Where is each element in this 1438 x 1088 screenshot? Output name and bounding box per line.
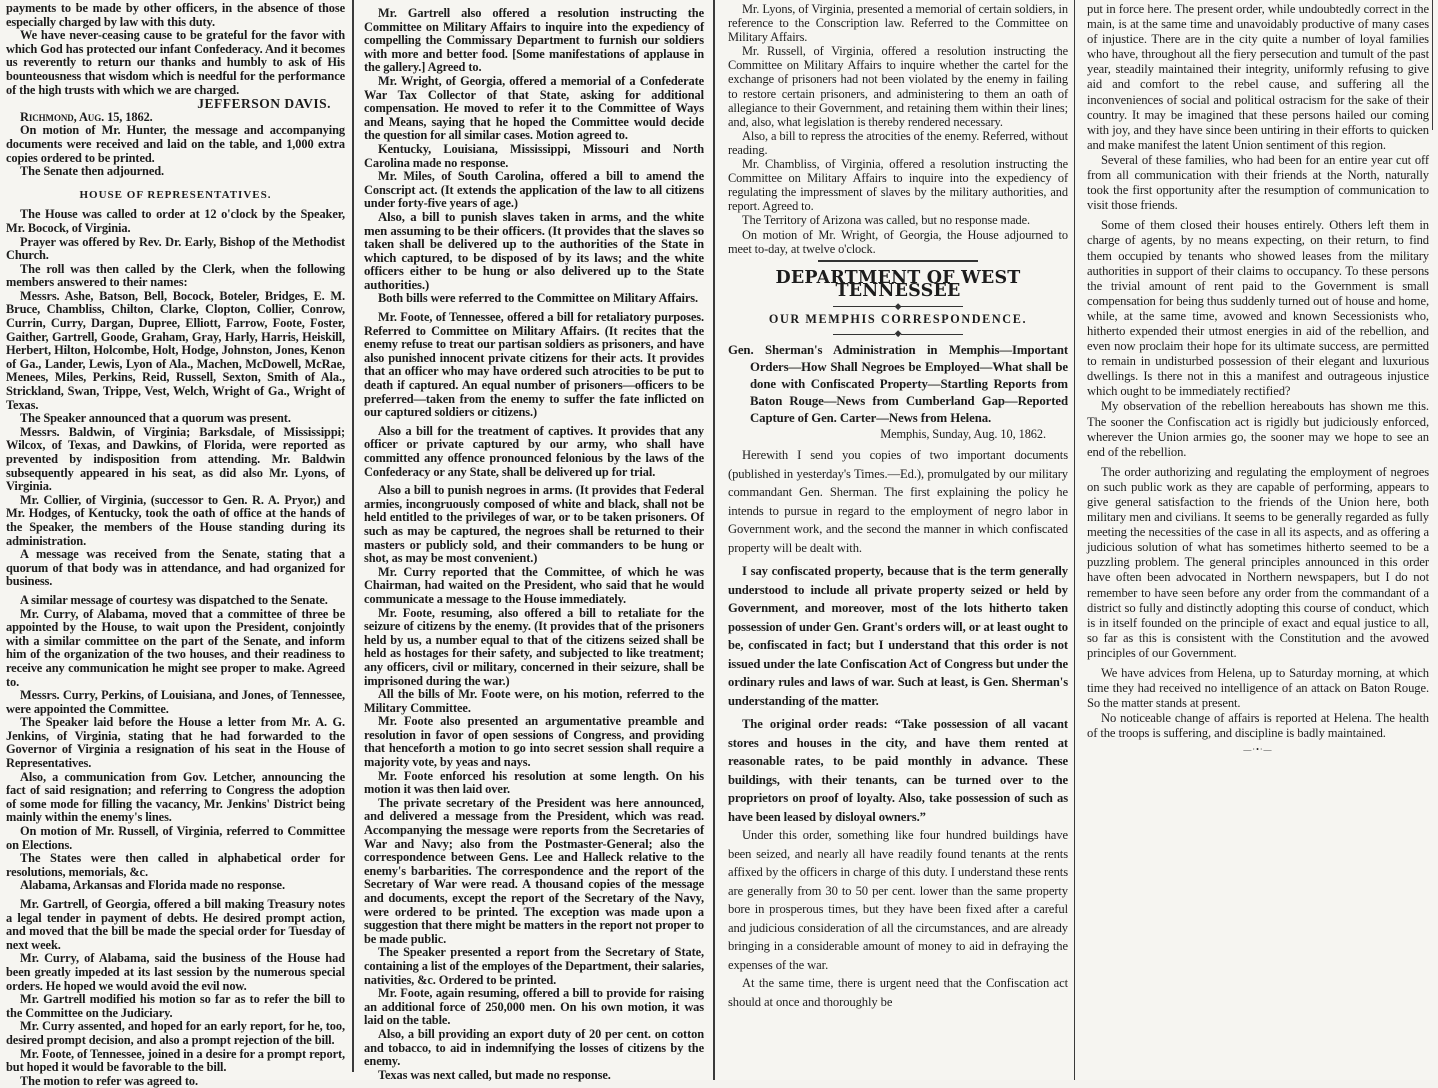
paragraph: On motion of Mr. Russell, of Virginia, referred to Committee on Elections. [6, 824, 345, 852]
paragraph: The States were then called in alphabetical order for resolutions, memorials, &c. [6, 851, 345, 879]
paragraph: Both bills were referred to the Committee on Military Affairs. [378, 291, 699, 306]
column-3 [728, 2, 1068, 1078]
paragraph: Some of them closed their houses entirely. Others left them in charge of agents, by no means expecting, on their return, to find them occupied by tenants who showed leases from the military authorities in support of their claims to occupancy. To these persons the trivial amount of rent paid to the Government is small compensation for being thus suddenly turned out of house and home, while, at the same time, avowed and known Secessionists who, hitherto expended their utmost energies in aid of the rebellion, and even now proclaim their hope for its ultimate success, are permitted to remain in undisturbed possession of their elegant and luxurious dwellings. Is there not in this a manifest and outrageous injustice which ought to be immediately rectified? [1087, 218, 1429, 399]
paragraph: Mr. Curry, of Alabama, said the business of the House had been greatly impeded at its last session by the numerous special orders. He hoped we would avoid the evil now. [6, 951, 345, 993]
paragraph: Mr. Gartrell modified his motion so far as to refer the bill to the Committee on the Judiciary. [6, 992, 345, 1020]
paragraph: Mr. Gartrell, of Georgia, offered a bill making Treasury notes a legal tender in payment of debts. He desired prompt action, and moved that the bill be made the special order for Tuesday of next week. [6, 897, 345, 952]
column-rule [1432, 0, 1433, 130]
paragraph: All the bills of Mr. Foote were, on his motion, referred to the Military Committee. [364, 687, 704, 715]
paragraph: Mr. Collier, of Virginia, (successor to Gen. R. A. Pryor,) and Mr. Hodges, of Kentucky, took the oath of office at the hands of the Speaker, the members of the House standing during its administration. [6, 492, 345, 548]
paragraph: put in force here. The present order, while undoubtedly correct in the main, is at the same time and unavoidably productive of many cases of injustice. There are in the city quite a number of loyal families who have, throughout all the fiery persecution and tumult of the past year, steadily maintained their integrity, uniformly refusing to give aid and comfort to the rebel cause, and suffering all the inconveniences of social and political ostracism for the sake of their country. It may be imagined that these persons hailed our coming with joy, and they have since been untiring in their efforts to quicken and make manifest the latent Union sentiment of this region. [1087, 2, 1429, 152]
article-divider [818, 260, 978, 262]
paragraph: The Senate then adjourned. [20, 164, 165, 179]
paragraph: The private secretary of the President was here announced, and delivered a message from the President, which was read. Accompanying the message were reports from the Secretaries of War and Navy; also from the Postmaster-General; also the correspondence between Gens. Lee and Halleck relative to the enemy's barbarities. The correspondence and the report of the Secretary of War were read. A thousand copies of the message and documents, except the report of the Secretary of the Navy, were ordered to be printed. The exception was made upon a suggestion that there might be matters in the report not proper to be made public. [364, 795, 704, 946]
ornament-divider: ◆ [728, 301, 1068, 311]
paragraph: Mr. Foote also presented an argumentative preamble and resolution in favor of open sessions of Congress, and providing that henceforth a motion to go into secret session shall require a majority vote, by yeas and nays. [364, 714, 704, 770]
article-title: DEPARTMENT OF WEST TENNESSEE [775, 267, 1021, 302]
article-body [728, 446, 1068, 1011]
paragraph: The original order reads: “Take possession of all vacant stores and houses in the city, and have them rented at reasonable rates, to be paid monthly in advance. These buildings, with their tenants, can be turned over to the proprietors on proof of loyalty. Also, take possession of such as have been leased by disloyal owners.” [728, 717, 1068, 824]
paragraph: We have never-ceasing cause to be grateful for the favor with which God has protected our infant Confederacy. And it becomes us reverently to return our thanks and humbly to ask of His bounteousness that wisdom which is needful for the performance of the high trusts with which we are charged. [6, 28, 345, 97]
paragraph: Mr. Curry reported that the Committee, of which he was Chairman, had waited on the President, who said that he would communicate a message to the House immediately. [364, 564, 704, 606]
paragraph: Mr. Foote, again resuming, offered a bill to provide for raising an additional force of 250,000 men. On his own motion, it was laid on the table. [364, 986, 704, 1028]
paragraph: At the same time, there is urgent need that the Confiscation act should at once and thoroughly be [728, 976, 1068, 1009]
paragraph: Mr. Wright, of Georgia, offered a memorial of a Confederate War Tax Collector of that State, asking for additional compensation. He moved to refer it to the Committee of Ways and Means, saying that he hoped the Committee would decide the question for all similar cases. Motion agreed to. [364, 73, 704, 143]
end-ornament: —·•·— [1243, 744, 1273, 754]
paragraph: The House was called to order at 12 o'clock by the Speaker, Mr. Bocock, of Virginia. [6, 207, 345, 235]
paragraph: Mr. Foote, resuming, also offered a bill to retaliate for the seizure of citizens by the enemy. (It provides that of the prisoners held by us, a number equal to that of the citizens seized shall be held as hostages for their safety, and subjected to like treatment; any officers, civil or military, concerned in their seizure, shall be imprisoned during the war.) [364, 605, 704, 688]
paragraph: Mr. Curry assented, and hoped for an early report, for he, too, desired prompt decision, and also a prompt rejection of the bill. [6, 1019, 345, 1047]
paragraph: The motion to refer was agreed to. [20, 1073, 198, 1088]
paragraph: On motion of Mr. Wright, of Georgia, the House adjourned to meet to-day, at twelve o'clock. [728, 227, 1068, 256]
paragraph: Mr. Gartrell also offered a resolution instructing the Committee on Military Affairs to inquire into the expediency of compelling the Commissary Department to furnish our soldiers with more and better food. [Some manifestations of applause in the gallery.] Agreed to. [364, 6, 704, 75]
paragraph: Also, a bill to repress the atrocities of the enemy. Referred, without reading. [728, 128, 1068, 157]
column-rule [352, 0, 354, 1072]
paragraph: Several of these families, who had been for an entire year cut off from all communication with their friends at the North, naturally took the first opportunity after the resumption of communication to visit those friends. [1087, 152, 1429, 213]
paragraph: Under this order, something like four hundred buildings have been seized, and nearly all have readily found tenants at the rents affixed by the officers in charge of this duty. I understand these rents are generally from 30 to 50 per cent. lower than the same property bore in prosperous times, but they have been fixed after a careful and judicious consideration of all the circumstances, and are already bringing in a considerable amount of money to aid in defraying the expenses of the war. [728, 828, 1068, 972]
paragraph: Mr. Miles, of South Carolina, offered a bill to amend the Conscript act. (It extends the application of the law to all citizens under forty-five years of age.) [364, 169, 704, 211]
paragraph: Mr. Curry, of Alabama, moved that a committee of three be appointed by the House, to wait upon the President, conjointly with a similar committee on the part of the Senate, and inform him of the organization of the two houses, and their readiness to receive any communication he might see proper to make. Agreed to. [6, 606, 345, 689]
dateline: Richmond, Aug. 15, 1862. [20, 109, 153, 124]
paragraph: No noticeable change of affairs is reported at Helena. The health of the troops is suffering, and discipline is badly maintained. [1087, 711, 1429, 741]
paragraph: The roll was then called by the Clerk, when the following members answered to their names: [6, 261, 345, 290]
paragraph: Messrs. Ashe, Batson, Bell, Bocock, Boteler, Bridges, E. M. Bruce, Chambliss, Chilton, Clarke, Clopton, Collier, Conrow, Currin, Curry, Dargan, Dupree, Elliott, Farrow, Foote, Foster, Gaither, Gartrell, Goode, Graham, Gray, Harly, Harris, Heiskill, Herbert, Hilton, Holcombe, Holt, Hodge, Johnston, Jones, Kenon of Ga., Lander, Lewis, Lyon of Ala., Machen, McDowell, McRae, Menees, Miles, Perkins, Reid, Russell, Sexton, Smith of Ala., Strickland, Swan, Trippe, Vest, Welch, Wright of Ga., Wright of Texas. [6, 288, 345, 412]
paragraph: Also a bill for the treatment of captives. It provides that any officer or private captured by our army, who shall have committed any offence pronounced felonious by the laws of the Confederacy or any State, shall be delivered up for trial. [364, 423, 704, 479]
paragraph: A similar message of courtesy was dispatched to the Senate. [20, 592, 328, 607]
article-subtitle: OUR MEMPHIS CORRESPONDENCE. [768, 311, 1028, 326]
paragraph: Mr. Foote, of Tennessee, offered a bill for retaliatory purposes. Referred to Committee on Military Affairs. (It recites that the enemy refuse to treat our partisan soldiers as prisoners, and have also punished innocent private citizens for their acts. It provides that an officer who may have ordered such atrocities to be put to death if captured. An equal number of prisoners—officers to be preferred—taken from the enemy to suffer the fate inflicted on our captured soldiers or citizens.) [364, 310, 704, 420]
paragraph: Herewith I send you copies of two important documents (published in yesterday's Times.—Ed.), promulgated by our military commandant Gen. Sherman. The first explaining the policy he intends to pursue in regard to the employment of negro labor in Government work, and the second the manner in which confiscated property will be dealt with. [728, 448, 1068, 555]
paragraph: Also, a communication from Gov. Letcher, announcing the fact of said resignation; and referring to Congress the adoption of some mode for filling the vacancy, Mr. Jenkins' District being mainly within the enemy's lines. [6, 769, 345, 825]
paragraph: My observation of the rebellion hereabouts has shown me this. The sooner the Confiscation act is rigidly but judiciously enforced, wherever the Union armies go, the sooner may we hope to see an end of the rebellion. [1087, 399, 1429, 459]
house-proceedings [6, 208, 345, 1088]
paragraph: On motion of Mr. Hunter, the message and accompanying documents were received and laid on the table, and 1,000 extra copies ordered to be printed. [6, 123, 345, 165]
column-1 [6, 1, 345, 1088]
paragraph: Mr. Chambliss, of Virginia, offered a resolution instructing the Committee on Military Affairs to inquire into the expediency of regulating the impressment of slaves by the military authorities, and report. Agreed to. [728, 157, 1068, 214]
paragraph: Messrs. Curry, Perkins, of Louisiana, and Jones, of Tennessee, were appointed the Committee. [6, 688, 345, 716]
dateline: Memphis, Sunday, Aug. 10, 1862. [880, 427, 1046, 442]
column-rule [1074, 0, 1075, 1080]
ornament-divider: ◆ [728, 328, 1068, 338]
column-2 [364, 2, 704, 1082]
paragraph: Texas was next called, but made no response. [378, 1067, 611, 1082]
paragraph: The order authorizing and regulating the employment of negroes on such public work as they are capable of performing, appears to give general satisfaction to the friends of the Union here, both military men and civilians. It seems to be generally regarded as fully meeting the necessities of the case in all its aspects, and as offering a judicious solution of what has sometimes hitherto seemed to be a puzzling problem. The general principles announced in this order have often been advocated in Northern newspapers, but I do not remember to have seen before any order from the commandant of a district so fully and distinctly adopting this course of conduct, which is in itself founded on the principle of exact and equal justice to all, so far as this is consistent with the Constitution and the avowed principles of our Government. [1087, 464, 1429, 660]
paragraph: A message was received from the Senate, stating that a quorum of that body was in attendance, and had organized for business. [6, 547, 345, 589]
paragraph: Prayer was offered by Rev. Dr. Early, Bishop of the Methodist Church. [6, 234, 345, 263]
paragraph: Also a bill to punish negroes in arms. (It provides that Federal armies, incongruously composed of white and black, shall not be held entitled to the privileges of war, or to be taken prisoners. Of such as may be captured, the negroes shall be returned to their masters or publicly sold, and their commanders to be hung or shot, as may be most convenient.) [364, 483, 704, 566]
paragraph: Kentucky, Louisiana, Mississippi, Missouri and North Carolina made no response. [364, 141, 704, 170]
paragraph: The Speaker laid before the House a letter from Mr. A. G. Jenkins, of Virginia, stating that he had forwarded to the Governor of Virginia a resignation of his seat in the House of Representatives. [6, 715, 345, 771]
paragraph: I say confiscated property, because that is the term generally understood to include all private property seized or held by Government, and moreover, most of the lots hitherto taken possession of under Gen. Grant's orders will, or at least ought to be, confiscated in fact; but I understand that this order is not issued under the late Confiscation Act of Congress but under the ordinary rules and laws of war. Such at least, is Gen. Sherman's understanding of the matter. [728, 564, 1068, 708]
article-headline: Gen. Sherman's Administration in Memphis—Important Orders—How Shall Negroes be Employed—What shall be done with Confiscated Property—Startling Reports from Baton Rouge—News from Cumberland Gap—Reported Capture of Gen. Carter—News from Helena. [728, 343, 1068, 425]
signature: JEFFERSON DAVIS. [197, 96, 331, 112]
paragraph: Mr. Lyons, of Virginia, presented a memorial of certain soldiers, in reference to the Conscription law. Referred to the Committee on Military Affairs. [728, 2, 1068, 45]
section-heading: HOUSE OF REPRESENTATIVES. [79, 188, 272, 201]
paragraph: The Speaker announced that a quorum was present. [20, 411, 291, 426]
paragraph: Alabama, Arkansas and Florida made no response. [20, 878, 285, 893]
paragraph: Mr. Russell, of Virginia, offered a resolution instructing the Committee on Military Affairs to inquire whether the cartel for the exchange of prisoners had not been violated by the enemy in failing to restore certain prisoners, and administering to them an oath of allegiance to their Government, and retaining them within their lines; and, also, what legislation is thereby rendered necessary. [728, 44, 1068, 129]
house-proceedings-continued [728, 2, 1068, 256]
paragraph: Also, a bill providing an export duty of 20 per cent. on cotton and tobacco, to aid in indemnifying the losses of citizens by the enemy. [364, 1026, 704, 1069]
paragraph: Messrs. Baldwin, of Virginia; Barksdale, of Mississippi; Wilcox, of Texas, and Dawkins, of Florida, were reported as prevented by indisposition from attending. Mr. Baldwin subsequently appeared in his seat, as did also Mr. Lyons, of Virginia. [6, 424, 345, 494]
paragraph: payments to be made by other officers, in the absence of those especially charged by law with this duty. [6, 1, 345, 29]
senate-closing [6, 2, 345, 179]
column-4 [1087, 2, 1429, 1078]
paragraph: Mr. Foote, of Tennessee, joined in a desire for a prompt report, but hoped it would be favorable to the bill. [6, 1046, 345, 1075]
paragraph: The Territory of Arizona was called, but no response made. [742, 213, 1030, 228]
paragraph: We have advices from Helena, up to Saturday morning, at which time they had received no intelligence of an attack on Baton Rouge. So the matter stands at present. [1087, 666, 1429, 711]
paragraph: Mr. Foote enforced his resolution at some length. On his motion it was then laid over. [364, 768, 704, 797]
paragraph: Also, a bill to punish slaves taken in arms, and the white men assuming to be their officers. (It provides that the slaves so taken shall be delivered up to the authorities of the State in which captured, to be disposed of by its laws; and the white officers either to be hung or also delivered up to the State authorities.) [364, 209, 704, 292]
column-rule [713, 0, 715, 1080]
paragraph: The Speaker presented a report from the Secretary of State, containing a list of the employes of the Department, their salaries, nativities, &c. Ordered to be printed. [364, 945, 704, 987]
